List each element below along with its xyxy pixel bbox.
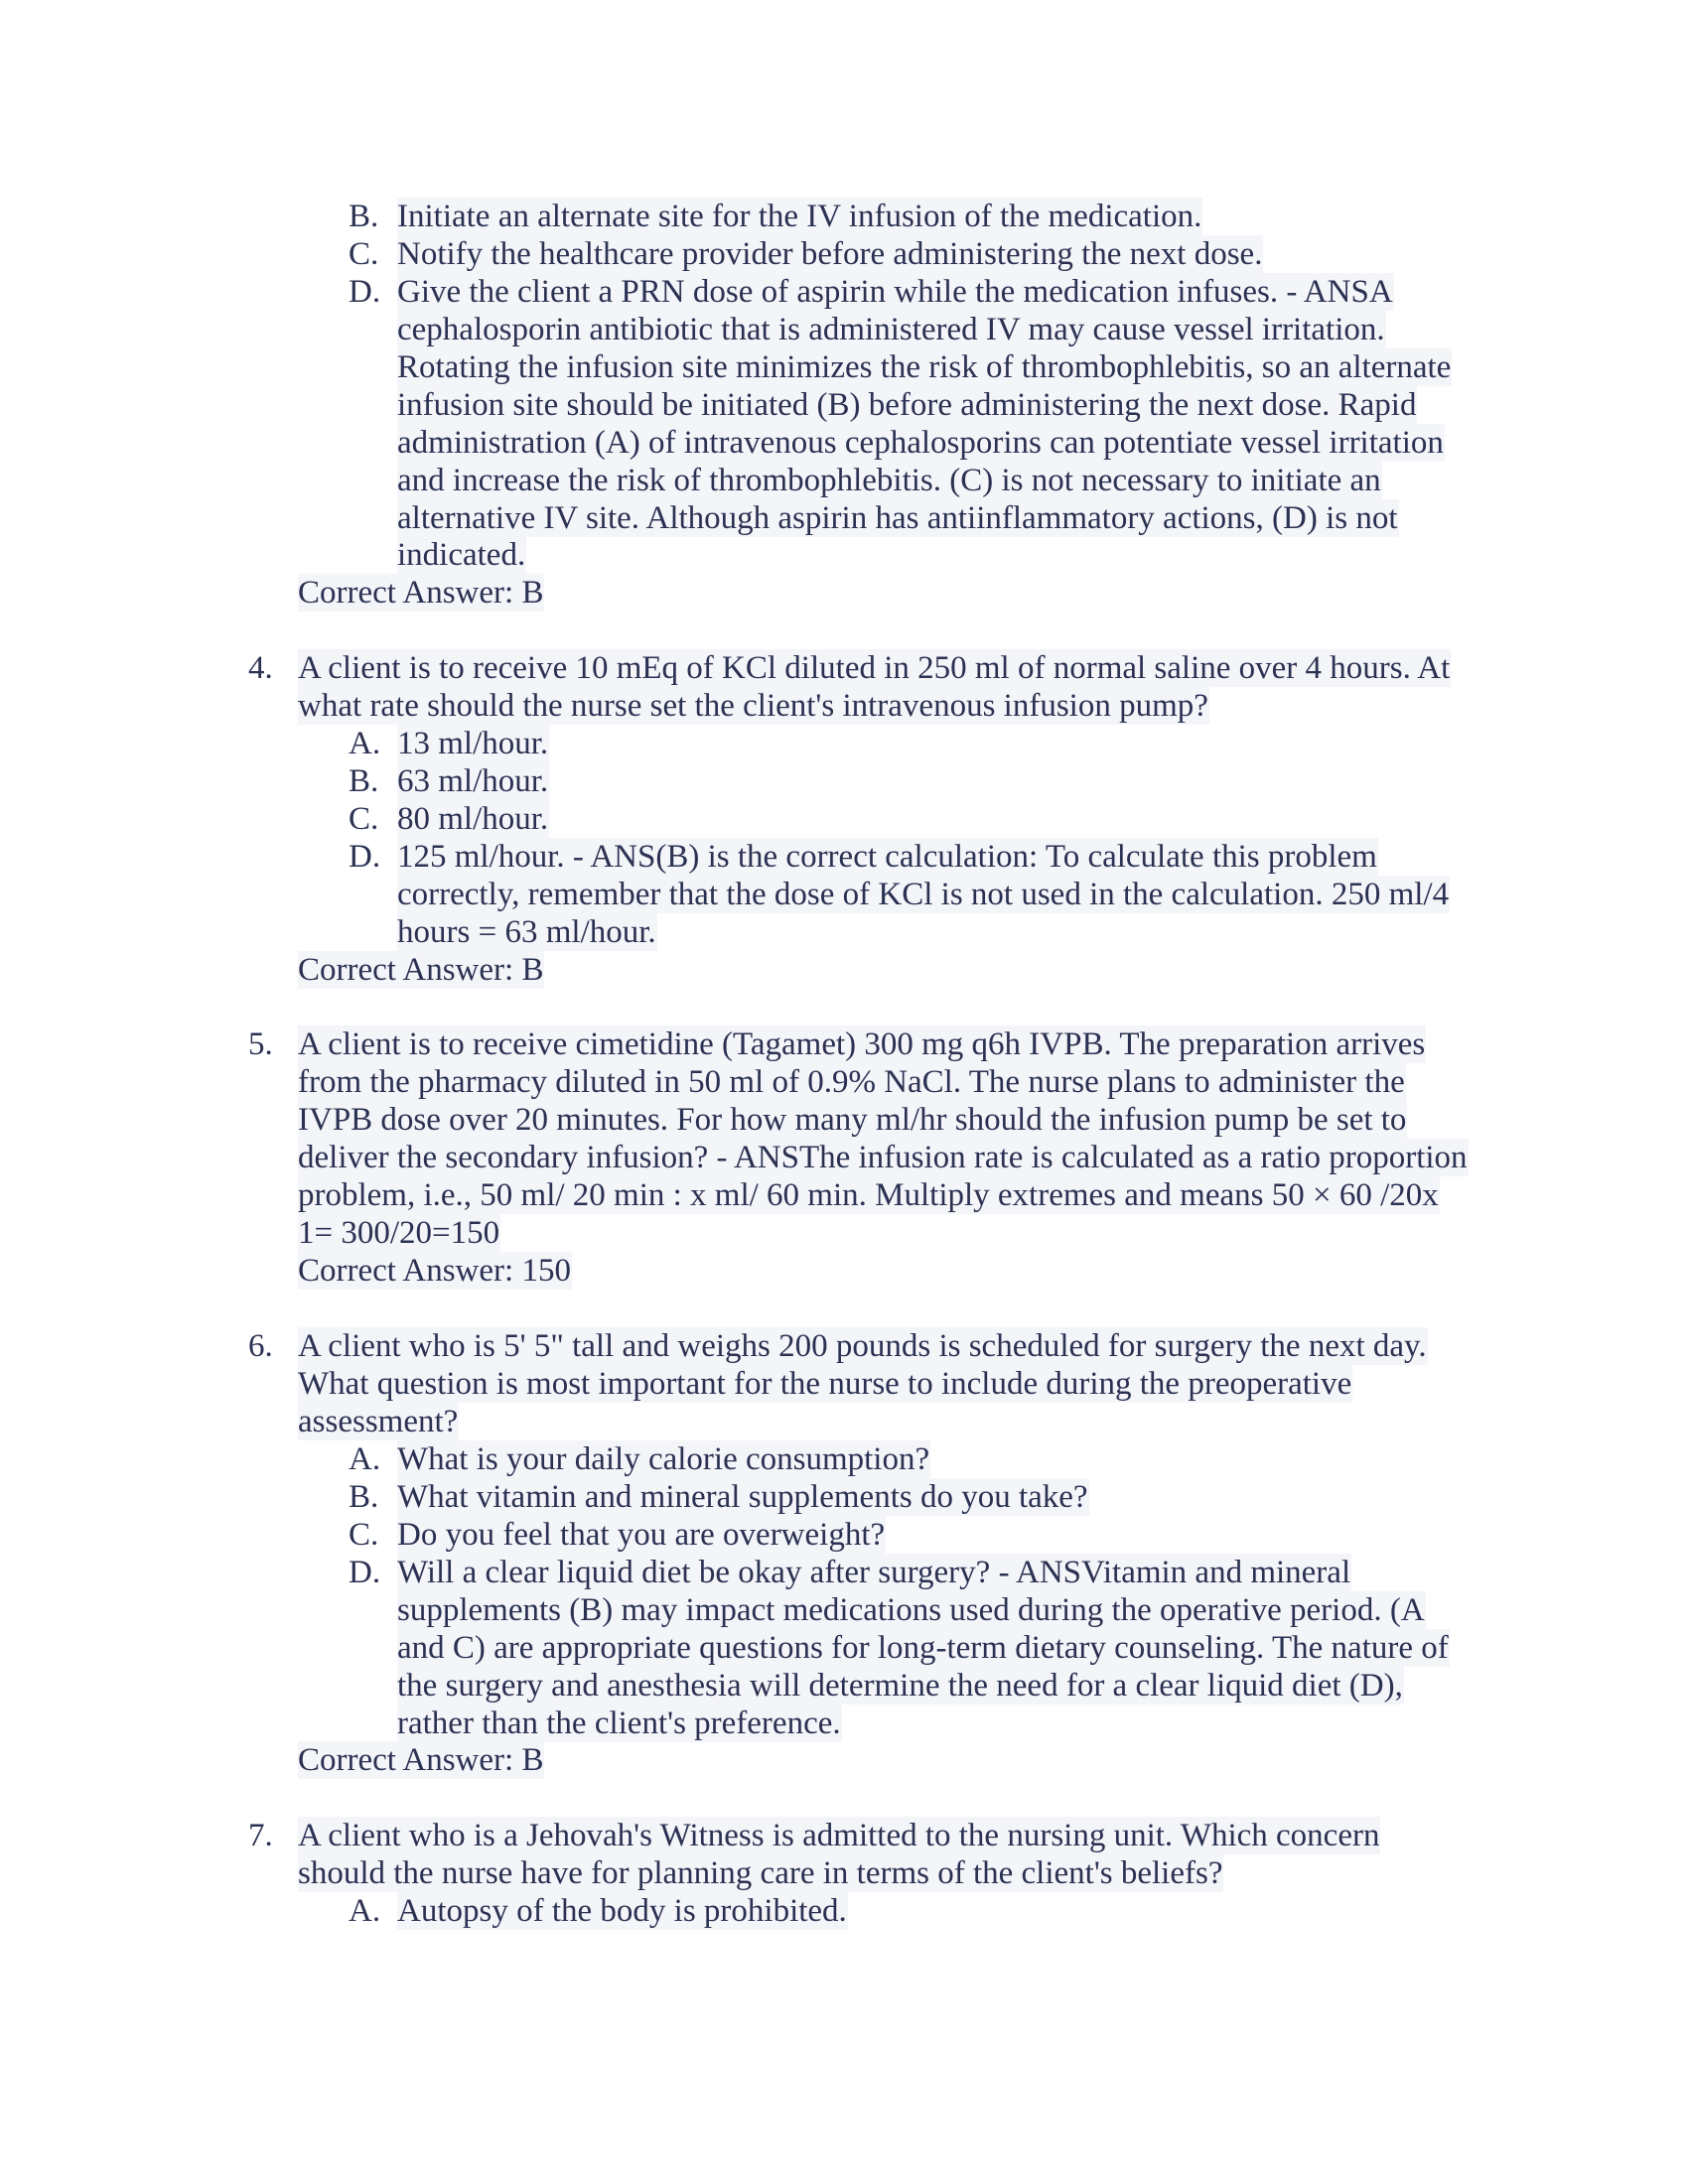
option-d-text-line (397, 462, 1382, 499)
text-line: supplements (B) may impact medications used during the operative period. (A (397, 1592, 1425, 1628)
question-text-line (298, 1176, 1440, 1214)
option-c-label: Notify the healthcare provider before administering the next dose. (397, 236, 1263, 272)
option-letter-d: D. (349, 1555, 381, 1590)
question-number: 7. (248, 1818, 273, 1853)
option-b-label: What vitamin and mineral supplements do you take? (397, 1479, 1088, 1515)
option-letter-b: B. (349, 1479, 379, 1515)
text-line: and C) are appropriate questions for long-term dietary counseling. The nature of (397, 1630, 1449, 1666)
option-b-text (397, 762, 549, 800)
correct-answer-text: Correct Answer: B (298, 952, 544, 988)
option-letter-a: A. (349, 1893, 381, 1929)
option-b-text (397, 198, 1202, 235)
option-d-text-line (397, 536, 526, 574)
question-text-line (298, 1101, 1407, 1139)
text-line: What question is most important for the nurse to include during the preoperative (298, 1366, 1352, 1402)
question-text-line (298, 1063, 1406, 1101)
text-line: administration (A) of intravenous cephalosporins can potentiate vessel irritation (397, 425, 1444, 461)
option-letter-a: A. (349, 726, 381, 761)
option-c-text (397, 235, 1263, 273)
option-d-text-line (397, 424, 1445, 462)
text-line: the surgery and anesthesia will determine the need for a clear liquid diet (D), (397, 1668, 1403, 1704)
text-line: rather than the client's preference. (397, 1706, 841, 1741)
text-line: A client is to receive 10 mEq of KCl diluted in 250 ml of normal saline over 4 hours. At (298, 650, 1451, 686)
question-text-line (298, 1403, 459, 1440)
text-line: what rate should the nurse set the client's intravenous infusion pump? (298, 688, 1208, 724)
option-d-text-line (397, 348, 1452, 386)
text-line: from the pharmacy diluted in 50 ml of 0.9% NaCl. The nurse plans to administer the (298, 1064, 1405, 1100)
text-line: alternative IV site. Although aspirin has antiinflammatory actions, (D) is not (397, 500, 1398, 536)
text-line: correctly, remember that the dose of KCl is not used in the calculation. 250 ml/4 (397, 877, 1450, 912)
text-line: A client who is a Jehovah's Witness is admitted to the nursing unit. Which concern (298, 1818, 1380, 1853)
question-text-line (298, 1139, 1469, 1176)
option-letter-b: B. (349, 763, 379, 799)
question-text-line (298, 687, 1209, 725)
correct-answer (298, 574, 544, 612)
option-b-text (397, 1478, 1089, 1516)
option-d-text-line (397, 273, 1394, 311)
question-text-line (298, 1025, 1426, 1063)
text-line: A client who is 5' 5" tall and weighs 200 pounds is scheduled for surgery the next day. (298, 1328, 1427, 1364)
option-c-text (397, 800, 549, 838)
option-d-text-line (397, 838, 1378, 876)
option-a-text (397, 725, 549, 762)
question-number: 4. (248, 650, 273, 686)
text-line: cephalosporin antibiotic that is administered IV may cause vessel irritation. (397, 312, 1385, 347)
question-text-line (298, 1854, 1223, 1892)
option-letter-c: C. (349, 236, 379, 272)
option-a-label: Autopsy of the body is prohibited. (397, 1893, 847, 1929)
text-line: assessment? (298, 1404, 459, 1439)
text-line: and increase the risk of thrombophlebitis. (C) is not necessary to initiate an (397, 463, 1381, 498)
text-line: 125 ml/hour. - ANS(B) is the correct calculation: To calculate this problem (397, 839, 1377, 875)
option-d-text-line (397, 1705, 842, 1742)
option-d-text-line (397, 499, 1399, 537)
correct-answer-text: Correct Answer: B (298, 1742, 544, 1778)
option-letter-c: C. (349, 801, 379, 837)
text-line: Will a clear liquid diet be okay after surgery? - ANSVitamin and mineral (397, 1555, 1351, 1590)
text-line: indicated. (397, 537, 526, 573)
text-line: infusion site should be initiated (B) before administering the next dose. Rapid (397, 387, 1417, 423)
text-line: 1= 300/20=150 (298, 1215, 500, 1251)
text-line: Give the client a PRN dose of aspirin while the medication infuses. - ANSA (397, 274, 1393, 310)
text-line: Rotating the infusion site minimizes the risk of thrombophlebitis, so an alternate (397, 349, 1452, 385)
text-line: deliver the secondary infusion? - ANSThe infusion rate is calculated as a ratio proportion (298, 1140, 1468, 1175)
text-line: A client is to receive cimetidine (Tagamet) 300 mg q6h IVPB. The preparation arrives (298, 1026, 1426, 1062)
option-d-text-line (397, 1591, 1426, 1629)
correct-answer-text: Correct Answer: B (298, 575, 544, 611)
text-line: hours = 63 ml/hour. (397, 914, 656, 950)
option-a-label: 13 ml/hour. (397, 726, 549, 761)
option-letter-d: D. (349, 839, 381, 875)
option-b-label: Initiate an alternate site for the IV infusion of the medication. (397, 199, 1202, 234)
text-line: should the nurse have for planning care in terms of the client's beliefs? (298, 1855, 1223, 1891)
option-c-label: Do you feel that you are overweight? (397, 1517, 886, 1553)
option-d-text-line (397, 386, 1417, 424)
question-text-line (298, 1817, 1380, 1854)
option-c-text (397, 1516, 886, 1554)
correct-answer (298, 951, 544, 989)
option-d-text-line (397, 913, 657, 951)
text-line: IVPB dose over 20 minutes. For how many ml/hr should the infusion pump be set to (298, 1102, 1407, 1138)
correct-answer (298, 1252, 572, 1290)
option-letter-c: C. (349, 1517, 379, 1553)
option-b-label: 63 ml/hour. (397, 763, 549, 799)
text-line: problem, i.e., 50 ml/ 20 min : x ml/ 60 min. Multiply extremes and means 50 × 60 /20x (298, 1177, 1439, 1213)
question-text-line (298, 1365, 1352, 1403)
option-a-text (397, 1892, 848, 1930)
option-letter-d: D. (349, 274, 381, 310)
question-text-line (298, 649, 1451, 687)
correct-answer (298, 1741, 544, 1779)
correct-answer-text: Correct Answer: 150 (298, 1253, 571, 1289)
question-text-line (298, 1327, 1428, 1365)
option-a-text (397, 1440, 930, 1478)
question-text-line (298, 1214, 500, 1252)
option-a-label: What is your daily calorie consumption? (397, 1441, 930, 1477)
option-d-text-line (397, 1629, 1450, 1667)
option-c-label: 80 ml/hour. (397, 801, 549, 837)
option-d-text-line (397, 1554, 1351, 1591)
option-letter-b: B. (349, 199, 379, 234)
option-d-text-line (397, 876, 1450, 913)
option-letter-a: A. (349, 1441, 381, 1477)
question-number: 5. (248, 1026, 273, 1062)
option-d-text-line (397, 1667, 1404, 1705)
question-number: 6. (248, 1328, 273, 1364)
option-d-text-line (397, 311, 1386, 348)
